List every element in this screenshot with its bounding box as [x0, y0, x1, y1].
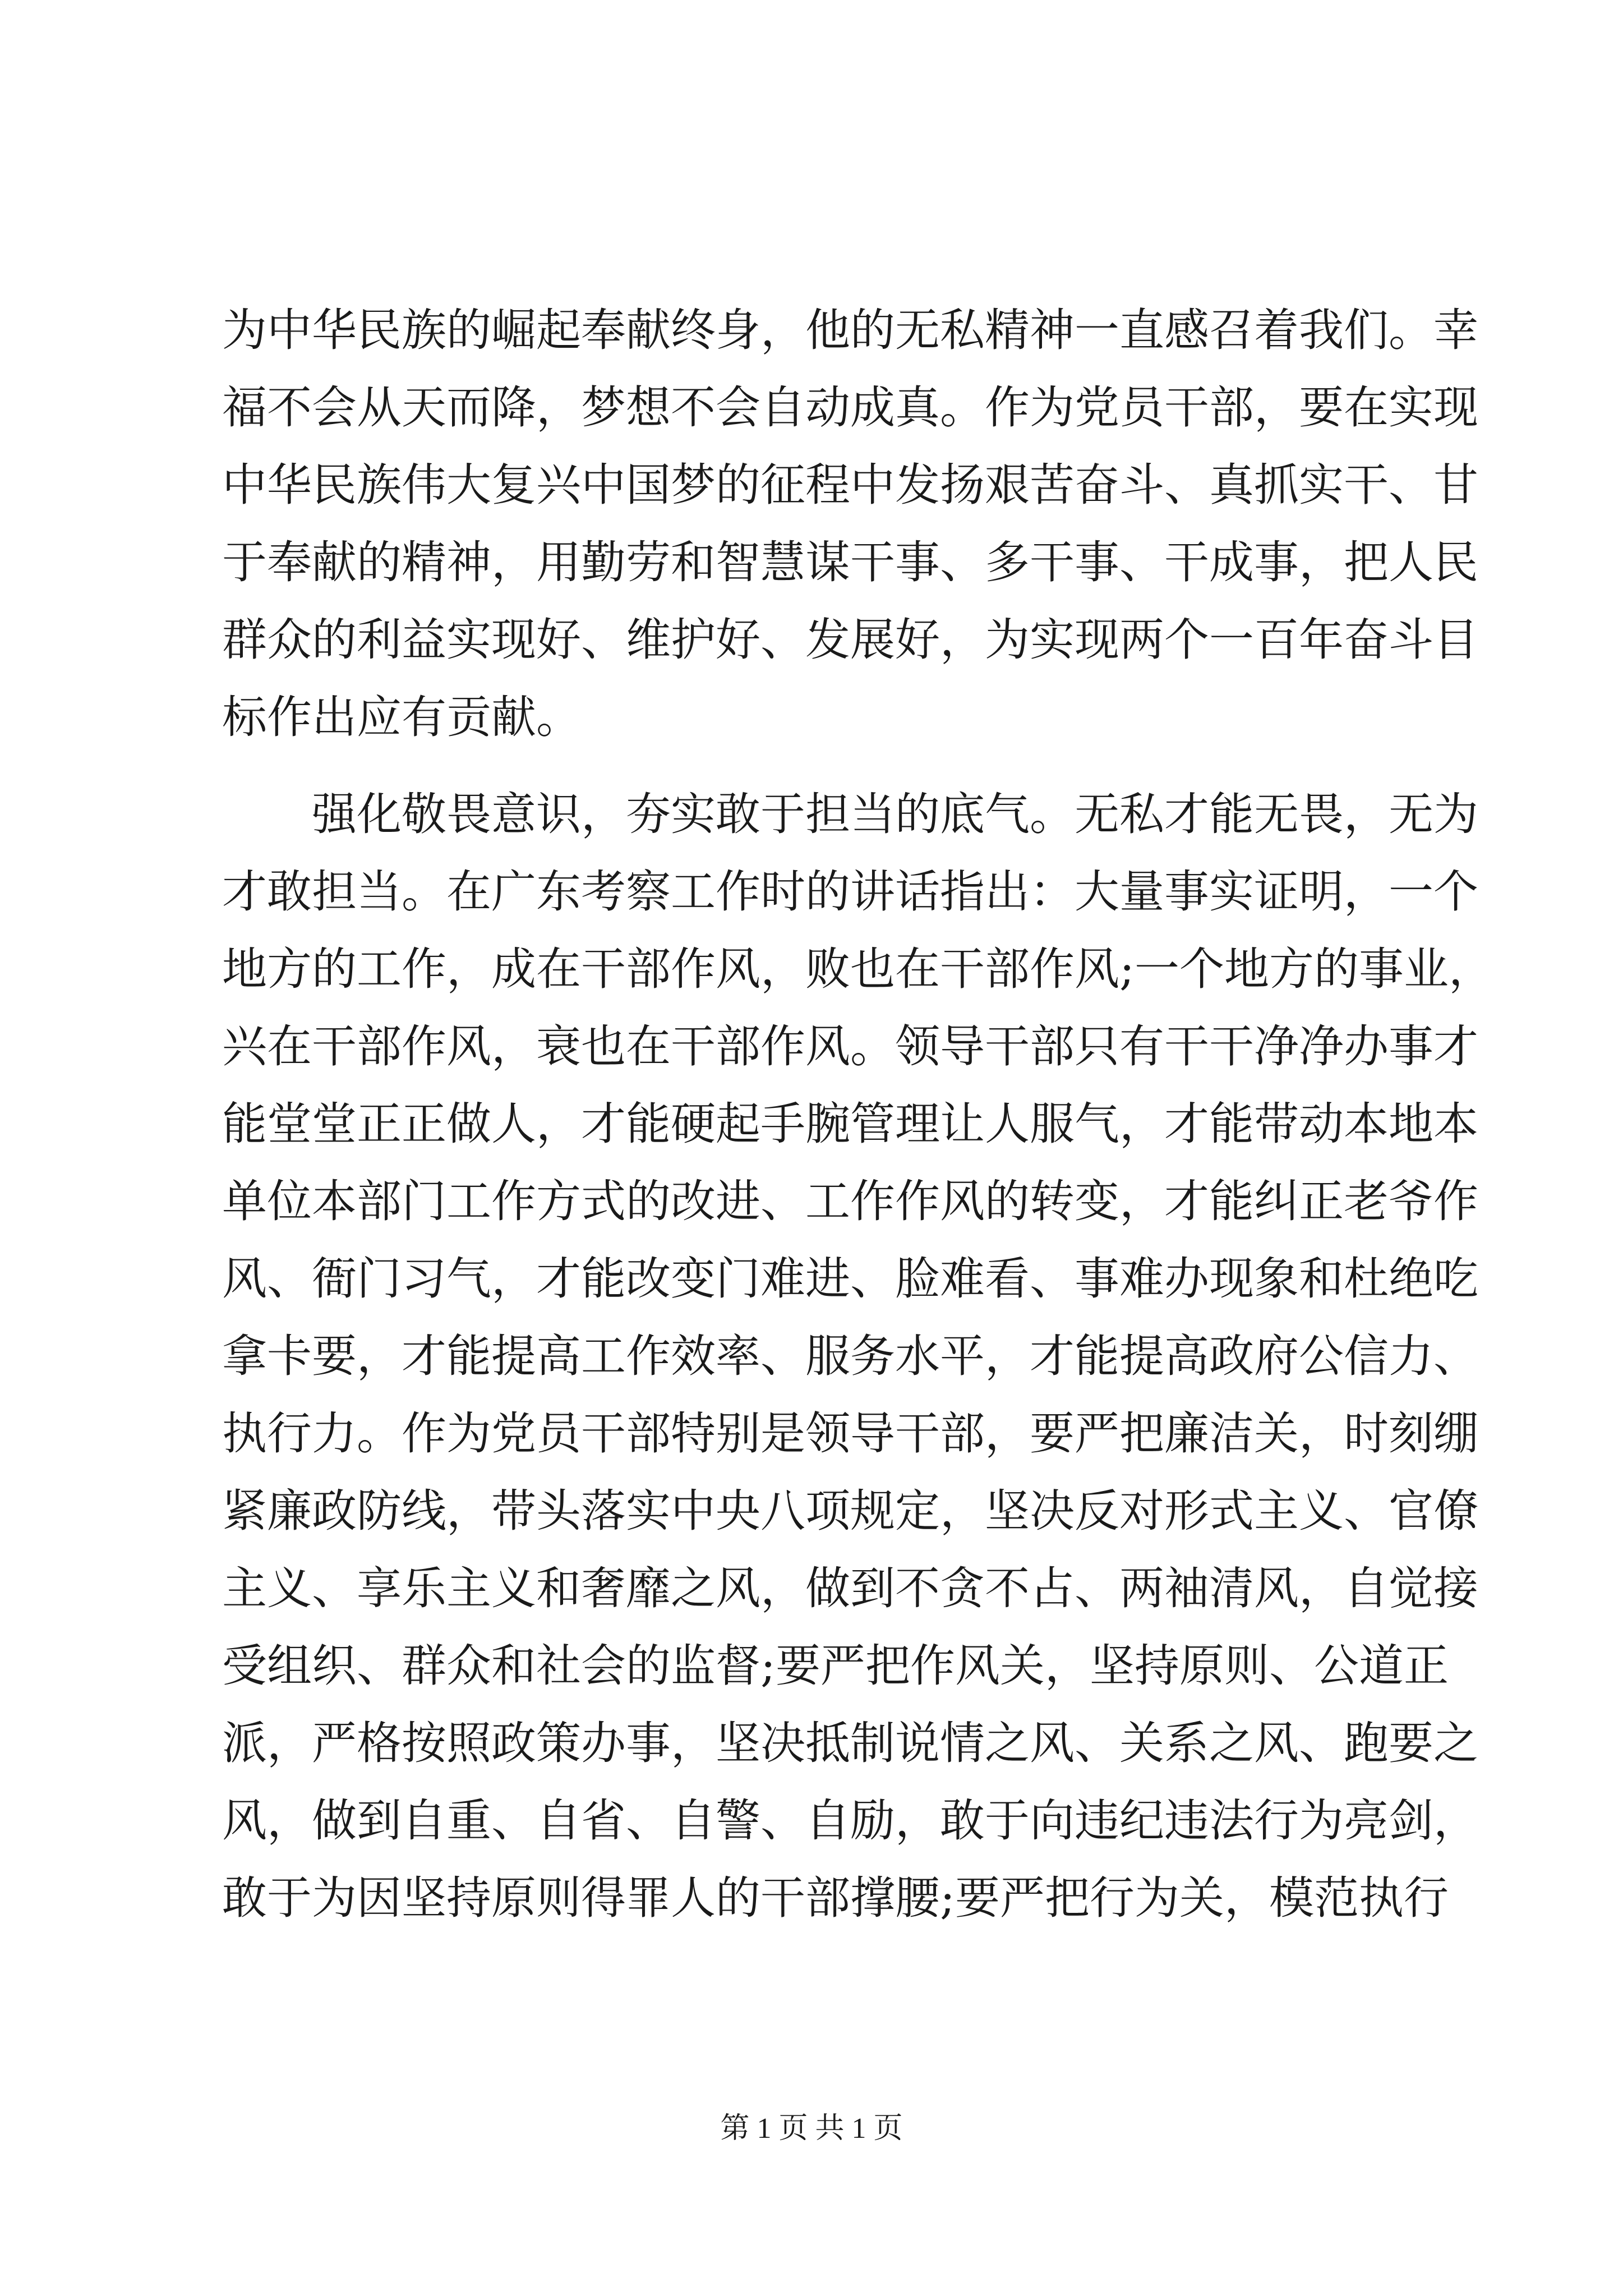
text-line: 才敢担当。在广东考察工作时的讲话指出：大量事实证明，一个	[222, 866, 1478, 918]
text-line: 敢于为因坚持原则得罪人的干部撑腰;要严把行为关，模范执行	[222, 1872, 1449, 1924]
text-line: 派，严格按照政策办事，坚决抵制说情之风、关系之风、跑要之	[222, 1717, 1478, 1769]
paragraph-2	[222, 776, 1493, 1937]
document-body	[222, 292, 1493, 1937]
text-line: 风、衙门习气，才能改变门难进、脸难看、事难办现象和杜绝吃	[222, 1253, 1478, 1305]
text-line: 拿卡要，才能提高工作效率、服务水平，才能提高政府公信力、	[222, 1330, 1478, 1382]
text-line: 强化敬畏意识，夯实敢于担当的底气。无私才能无畏，无为	[312, 788, 1478, 840]
text-line: 于奉献的精神，用勤劳和智慧谋干事、多干事、干成事，把人民	[222, 536, 1478, 588]
text-line: 中华民族伟大复兴中国梦的征程中发扬艰苦奋斗、真抓实干、甘	[222, 459, 1478, 511]
text-line: 群众的利益实现好、维护好、发展好，为实现两个一百年奋斗目	[222, 614, 1478, 666]
text-line: 受组织、群众和社会的监督;要严把作风关，坚持原则、公道正	[222, 1640, 1449, 1692]
text-line: 地方的工作，成在干部作风，败也在干部作风;一个地方的事业，	[222, 943, 1493, 995]
text-line: 紧廉政防线，带头落实中央八项规定，坚决反对形式主义、官僚	[222, 1485, 1478, 1537]
text-line: 兴在干部作风，衰也在干部作风。领导干部只有干干净净办事才	[222, 1020, 1478, 1073]
paragraph-1	[222, 292, 1478, 756]
page-footer	[0, 2112, 1623, 2146]
text-line: 标作出应有贡献。	[222, 691, 581, 743]
text-line: 风，做到自重、自省、自警、自励，敢于向违纪违法行为亮剑，	[222, 1795, 1478, 1847]
text-line: 为中华民族的崛起奉献终身，他的无私精神一直感召着我们。幸	[222, 304, 1478, 356]
paragraph-spacer	[222, 756, 1411, 776]
text-line: 福不会从天而降，梦想不会自动成真。作为党员干部，要在实现	[222, 381, 1478, 434]
page-number-label: 第 1 页 共 1 页	[720, 2113, 903, 2145]
text-line: 单位本部门工作方式的改进、工作作风的转变，才能纠正老爷作	[222, 1175, 1478, 1227]
text-line: 能堂堂正正做人，才能硬起手腕管理让人服气，才能带动本地本	[222, 1098, 1478, 1150]
text-line: 主义、享乐主义和奢靡之风，做到不贪不占、两袖清风，自觉接	[222, 1562, 1478, 1614]
text-line: 执行力。作为党员干部特别是领导干部，要严把廉洁关，时刻绷	[222, 1407, 1478, 1460]
